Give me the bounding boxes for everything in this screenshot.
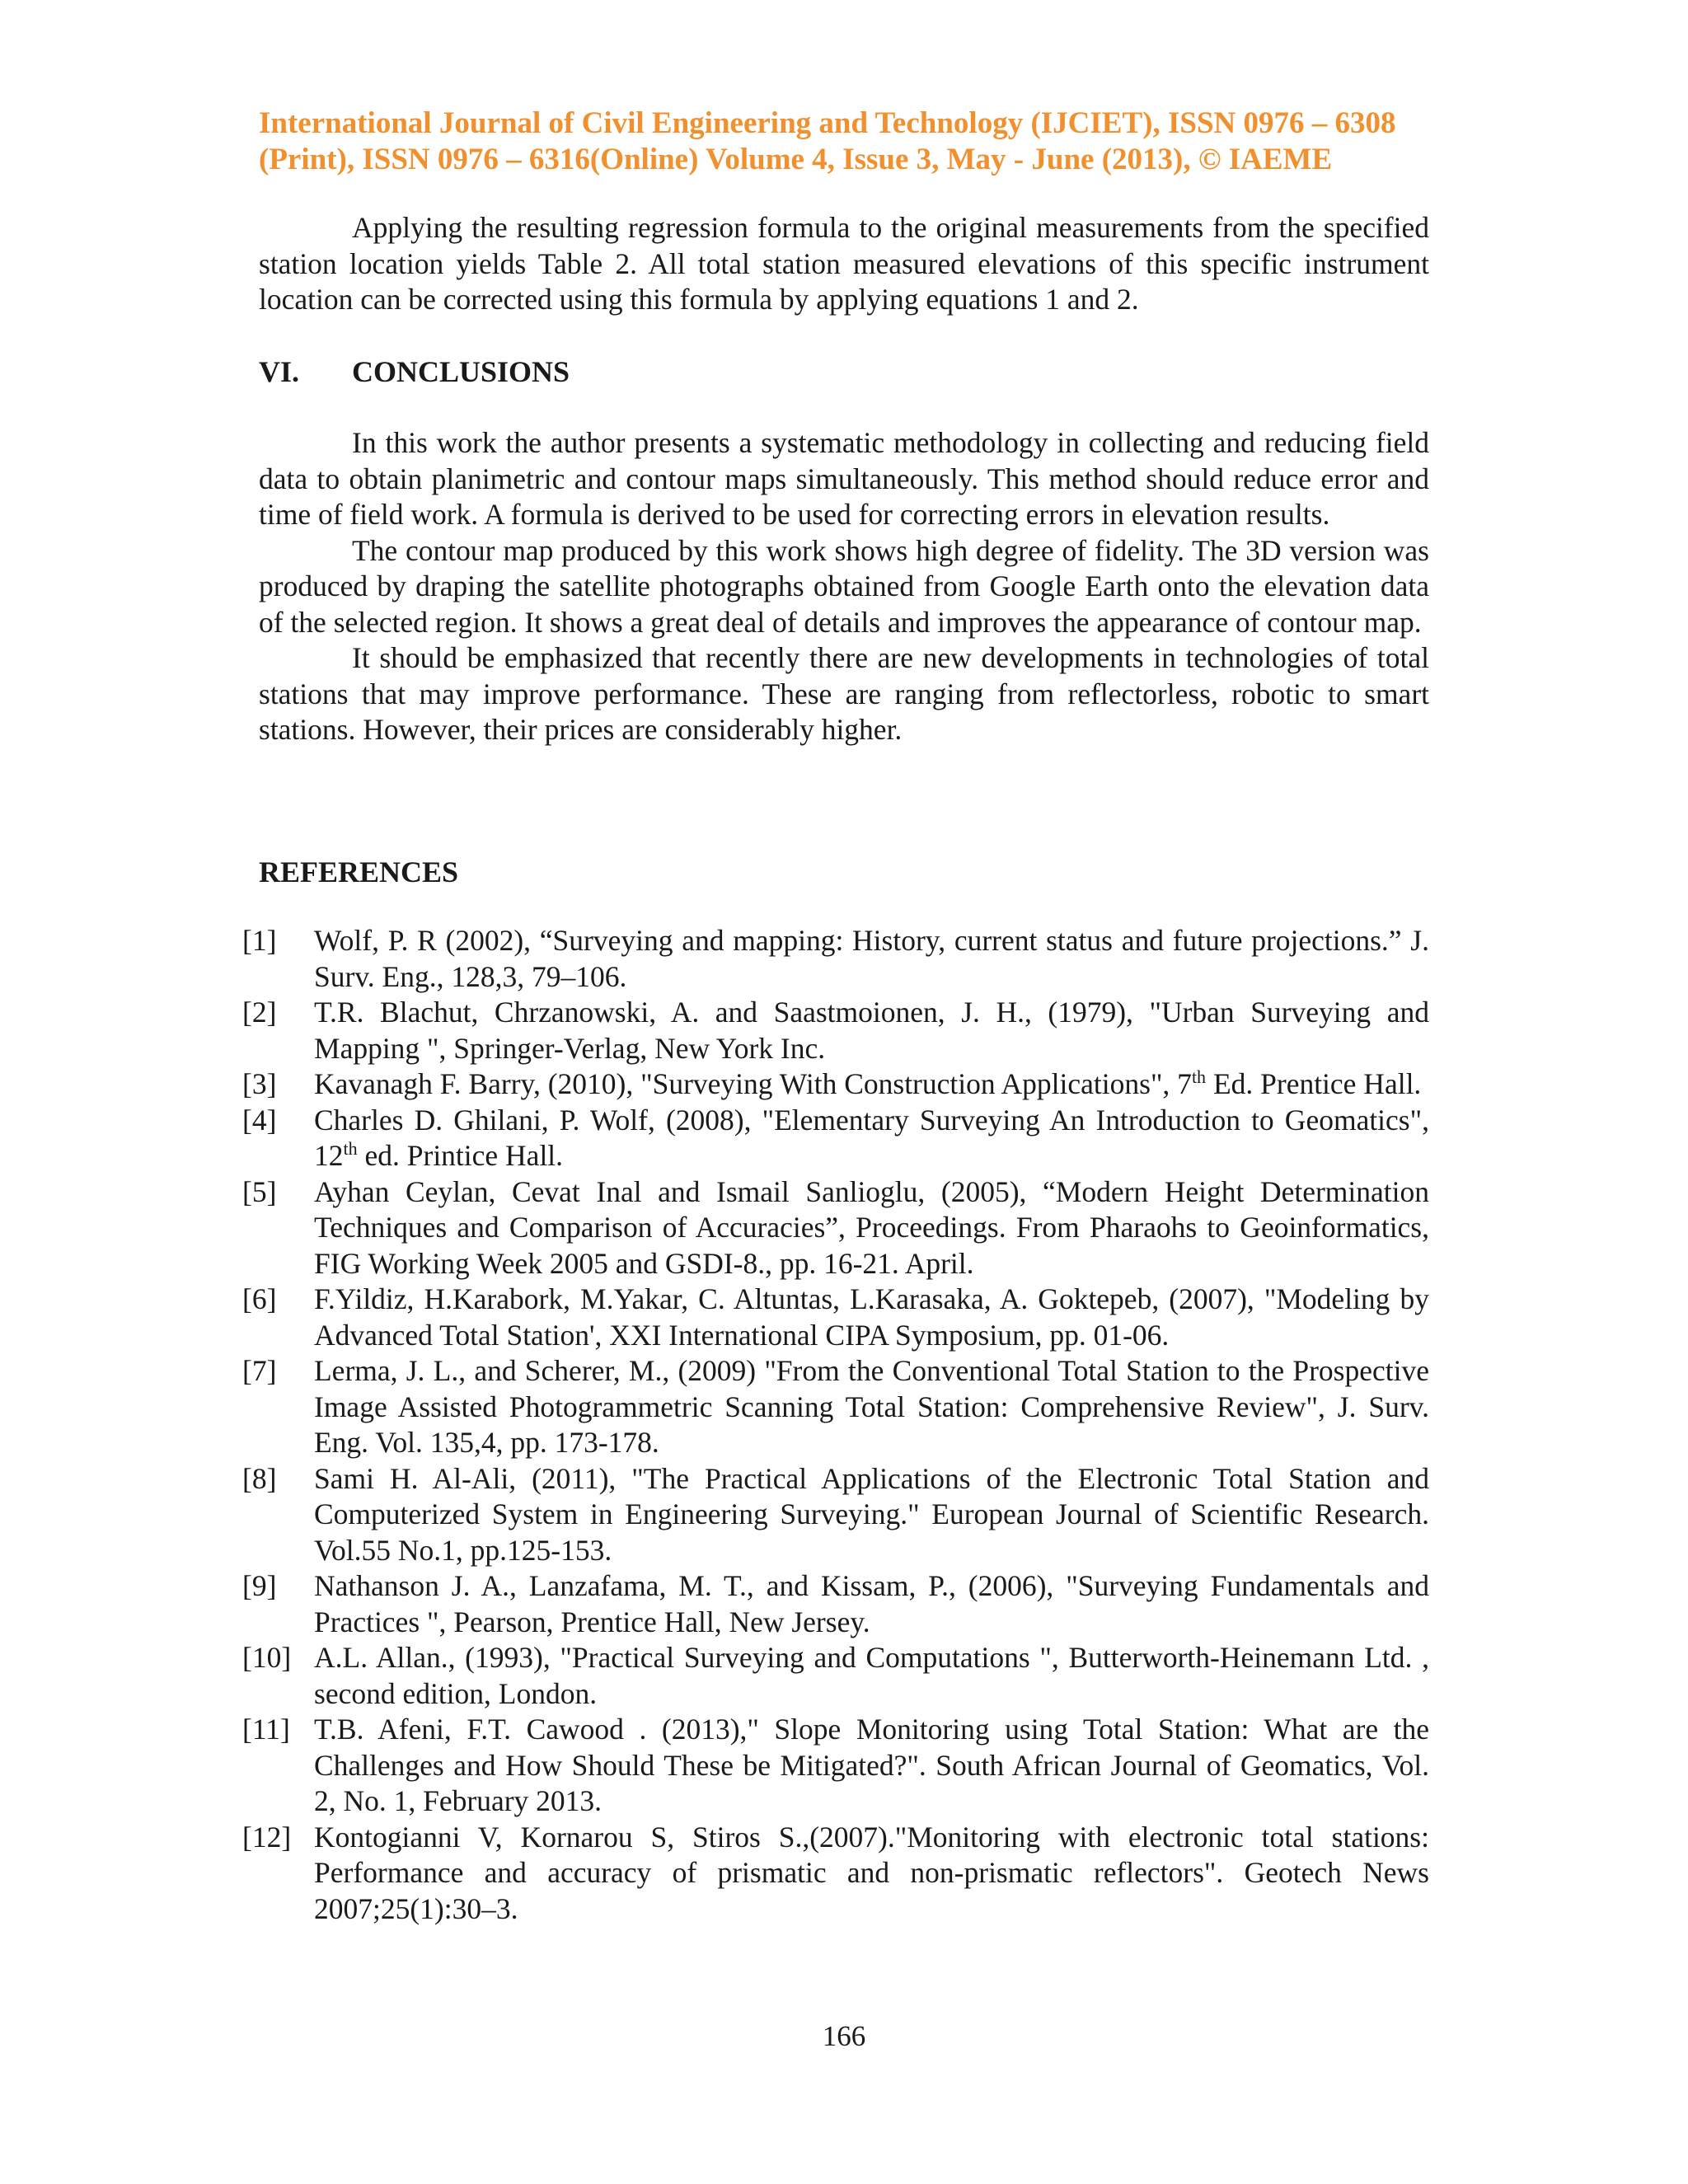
- intro-paragraph: Applying the resulting regression formula to the original measurements from the specified station location yields Table 2. All total station measured elevations of this specific instrument location can be corrected using this formula by applying equations 1 and 2.: [259, 211, 1429, 316]
- reference-item: [242, 1640, 1429, 1712]
- reference-number: [12]: [242, 1820, 292, 1854]
- reference-text: Ayhan Ceylan, Cevat Inal and Ismail Sanlioglu, (2005), “Modern Height Determination Techniques and Comparison of Accuracies”, Proceedings. From Pharaohs to Geoinformatics, FIG Working Week 2005 and GSDI-8., pp. 16-21. April.: [314, 1174, 1429, 1280]
- reference-text: T.B. Afeni, F.T. Cawood . (2013)," Slope Monitoring using Total Station: What are the Challenges and How Should These be Mitigated?". South African Journal of Geomatics, Vol. 2, No. 1, February 2013.: [314, 1713, 1429, 1817]
- reference-superscript: th: [1191, 1066, 1207, 1088]
- reference-text: F.Yildiz, H.Karabork, M.Yakar, C. Altuntas, L.Karasaka, A. Goktepeb, (2007), "Modeling by Advanced Total Station', XXI International CIPA Symposium, pp. 01-06.: [314, 1282, 1429, 1352]
- journal-header-line-2: (Print), ISSN 0976 – 6316(Online) Volume 4, Issue 3, May - June (2013), © IAEME: [259, 143, 1333, 176]
- reference-text: Wolf, P. R (2002), “Surveying and mapping: History, current status and future projections.” J. Surv. Eng., 128,3, 79–106.: [314, 924, 1429, 993]
- reference-text: T.R. Blachut, Chrzanowski, A. and Saastmoionen, J. H., (1979), "Urban Surveying and Mapping ", Springer-Verlag, New York Inc.: [314, 996, 1429, 1065]
- journal-header-line-1: International Journal of Civil Engineering and Technology (IJCIET), ISSN 0976 – 6308: [259, 106, 1396, 140]
- reference-item: [242, 1282, 1429, 1353]
- reference-item: [242, 1103, 1429, 1174]
- section-number: VI.: [259, 355, 300, 388]
- reference-number: [8]: [242, 1461, 277, 1495]
- reference-number: [3]: [242, 1067, 277, 1100]
- reference-superscript: th: [343, 1138, 358, 1160]
- reference-number: [7]: [242, 1354, 277, 1387]
- conclusions-paragraph: It should be emphasized that recently there are new developments in technologies of total stations that may improve performance. These are ranging from reflectorless, robotic to smart stations. However, their prices are considerably higher.: [259, 641, 1429, 746]
- reference-text: Sami H. Al-Ali, (2011), "The Practical Applications of the Electronic Total Station and Computerized System in Engineering Surveying." European Journal of Scientific Research. Vol.55 No.1, pp.125-153.: [314, 1461, 1429, 1567]
- reference-item: [242, 1066, 1429, 1103]
- conclusions-paragraph: The contour map produced by this work shows high degree of fidelity. The 3D version was produced by draping the satellite photographs obtained from Google Earth onto the elevation data of the selected region. It shows a great deal of details and improves the appearance of contour map.: [259, 533, 1429, 639]
- reference-number: [4]: [242, 1103, 277, 1137]
- reference-text-end: ed. Printice Hall.: [357, 1139, 564, 1172]
- reference-text: A.L. Allan., (1993), "Practical Surveying and Computations ", Butterworth-Heinemann Ltd. , second edition, London.: [314, 1641, 1429, 1710]
- journal-header: [259, 105, 1429, 178]
- reference-item: [242, 1712, 1429, 1820]
- reference-number: [2]: [242, 996, 277, 1029]
- reference-text-end: Ed. Prentice Hall.: [1206, 1067, 1422, 1100]
- references-heading: REFERENCES: [259, 855, 459, 888]
- reference-item: [242, 995, 1429, 1066]
- conclusions-heading: [259, 354, 570, 390]
- reference-text: Nathanson J. A., Lanzafama, M. T., and Kissam, P., (2006), "Surveying Fundamentals and Practices ", Pearson, Prentice Hall, New Jersey.: [314, 1569, 1429, 1638]
- reference-item: [242, 1568, 1429, 1640]
- page-number: 166: [822, 2020, 866, 2052]
- reference-item: [242, 1461, 1429, 1569]
- reference-text: Charles D. Ghilani, P. Wolf, (2008), "Elementary Surveying An Introduction to Geomatics", 12: [314, 1103, 1429, 1172]
- reference-text: Lerma, J. L., and Scherer, M., (2009) "From the Conventional Total Station to the Prospective Image Assisted Photogrammetric Scanning Total Station: Comprehensive Review", J. Surv. Eng. Vol. 135,4, pp. 173-178.: [314, 1354, 1429, 1459]
- reference-number: [11]: [242, 1713, 290, 1746]
- reference-item: [242, 1820, 1429, 1928]
- reference-number: [9]: [242, 1569, 277, 1602]
- reference-number: [6]: [242, 1282, 277, 1315]
- section-title: CONCLUSIONS: [352, 355, 570, 388]
- reference-text: Kavanagh F. Barry, (2010), "Surveying With Construction Applications", 7: [314, 1067, 1192, 1100]
- reference-number: [1]: [242, 924, 277, 957]
- reference-number: [5]: [242, 1174, 277, 1208]
- reference-item: [242, 1174, 1429, 1282]
- intro-paragraph-block: [259, 210, 1429, 318]
- reference-number: [10]: [242, 1641, 292, 1674]
- reference-item: [242, 923, 1429, 995]
- reference-item: [242, 1353, 1429, 1461]
- conclusions-body: [259, 425, 1429, 748]
- conclusions-paragraph: In this work the author presents a systematic methodology in collecting and reducing field data to obtain planimetric and contour maps simultaneously. This method should reduce error and time of field work. A formula is derived to be used for correcting errors in elevation results.: [259, 426, 1429, 531]
- reference-text: Kontogianni V, Kornarou S, Stiros S.,(2007)."Monitoring with electronic total stations: Performance and accuracy of prismatic and non-prismatic reflectors". Geotech News 2007;25(1):30–3.: [314, 1820, 1429, 1925]
- references-list: [242, 923, 1429, 1927]
